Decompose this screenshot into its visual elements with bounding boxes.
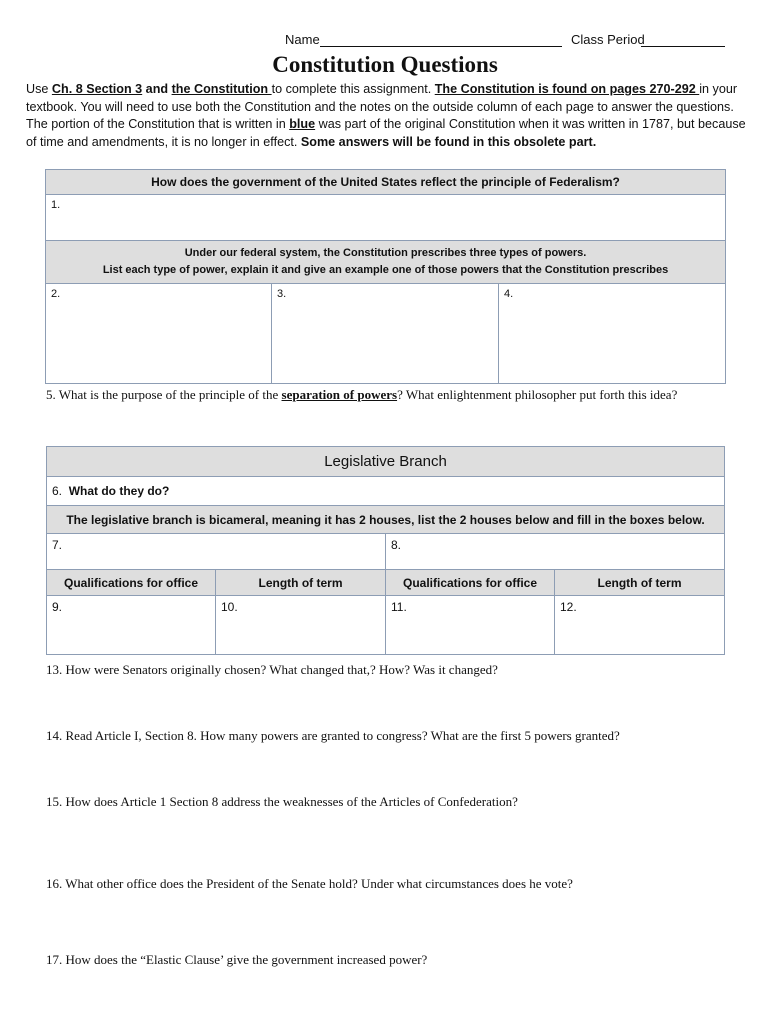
legislative-heading: Legislative Branch [47, 447, 725, 477]
col-header-term-1: Length of term [216, 570, 386, 596]
col-header-qualifications-1: Qualifications for office [47, 570, 216, 596]
q8-label: 8. [391, 538, 402, 552]
question-13: 13. How were Senators originally chosen? What changed that,? How? Was it changed? [46, 662, 498, 677]
powers-line-1: Under our federal system, the Constitution prescribes three types of powers. [184, 247, 587, 259]
obsolete-note: Some answers will be found in this obsolete part. [300, 134, 597, 149]
legislative-table [46, 446, 725, 655]
q6-label: 6. [52, 484, 63, 498]
name-field[interactable] [320, 46, 562, 47]
answer-box-11[interactable] [386, 596, 555, 655]
q3-label: 3. [277, 288, 287, 300]
q5-text-2: ? What enlightenment philosopher put forth this idea? [397, 387, 678, 402]
col-header-term-2: Length of term [555, 570, 725, 596]
answer-box-7[interactable] [47, 534, 386, 570]
answer-box-6[interactable] [47, 477, 725, 506]
question-17: 17. How does the “Elastic Clause’ give the government increased power? [46, 952, 428, 967]
answer-box-1[interactable] [46, 195, 726, 241]
q11-label: 11. [391, 600, 407, 614]
question-15: 15. How does Article 1 Section 8 address the weaknesses of the Articles of Confederation? [46, 794, 518, 809]
constitution-reference: the Constitution [171, 82, 272, 96]
q5-emphasis: separation of powers [281, 387, 398, 402]
powers-instructions [46, 241, 726, 284]
intro-text-3: to complete this assignment. [271, 82, 435, 96]
page-reference: The Constitution is found on pages 270-292 [434, 82, 700, 96]
intro-text-1: Use [26, 82, 52, 96]
powers-line-2: List each type of power, explain it and give an example one of those powers that the Constitution prescribes [102, 264, 669, 276]
q2-label: 2. [51, 288, 61, 300]
class-period-field[interactable] [641, 46, 725, 47]
answer-box-10[interactable] [216, 596, 386, 655]
blue-word: blue [289, 117, 316, 131]
answer-box-4[interactable] [499, 284, 726, 384]
class-period-label: Class Period [571, 32, 645, 47]
q9-label: 9. [52, 600, 63, 614]
col-header-qualifications-2: Qualifications for office [386, 570, 555, 596]
bicameral-instructions: The legislative branch is bicameral, meaning it has 2 houses, list the 2 houses below and fill in the boxes below. [47, 506, 725, 534]
intro-text-2: and [142, 82, 172, 96]
q1-label: 1. [51, 199, 61, 211]
q12-label: 12. [560, 600, 577, 614]
answer-box-3[interactable] [272, 284, 499, 384]
name-label: Name [285, 32, 320, 47]
answer-box-2[interactable] [46, 284, 272, 384]
answer-box-12[interactable] [555, 596, 725, 655]
page-title: Constitution Questions [272, 52, 498, 77]
q5-text-1: 5. What is the purpose of the principle of the [46, 387, 282, 402]
federalism-table [45, 169, 726, 384]
intro-text-4: in your textbook. You will need to use both the Constitution and the notes on the outside column of each page to answer the questions. The portion of the Constitution that is written in [26, 82, 738, 131]
q4-label: 4. [504, 288, 514, 300]
question-16: 16. What other office does the President of the Senate hold? Under what circumstances does he vote? [46, 876, 573, 891]
question-14: 14. Read Article I, Section 8. How many powers are granted to congress? What are the first 5 powers granted? [46, 728, 620, 743]
question-5 [46, 387, 677, 403]
answer-box-9[interactable] [47, 596, 216, 655]
answer-box-8[interactable] [386, 534, 725, 570]
q6-text: What do they do? [68, 484, 170, 498]
q10-label: 10. [221, 600, 238, 614]
intro-text-5: was part of the original Constitution when it was written in 1787, but because of time and amendments, it is no longer in effect. [26, 117, 746, 149]
q7-label: 7. [52, 538, 63, 552]
chapter-reference: Ch. 8 Section 3 [51, 82, 143, 96]
federalism-heading: How does the government of the United States reflect the principle of Federalism? [46, 170, 726, 195]
instructions [26, 81, 746, 151]
